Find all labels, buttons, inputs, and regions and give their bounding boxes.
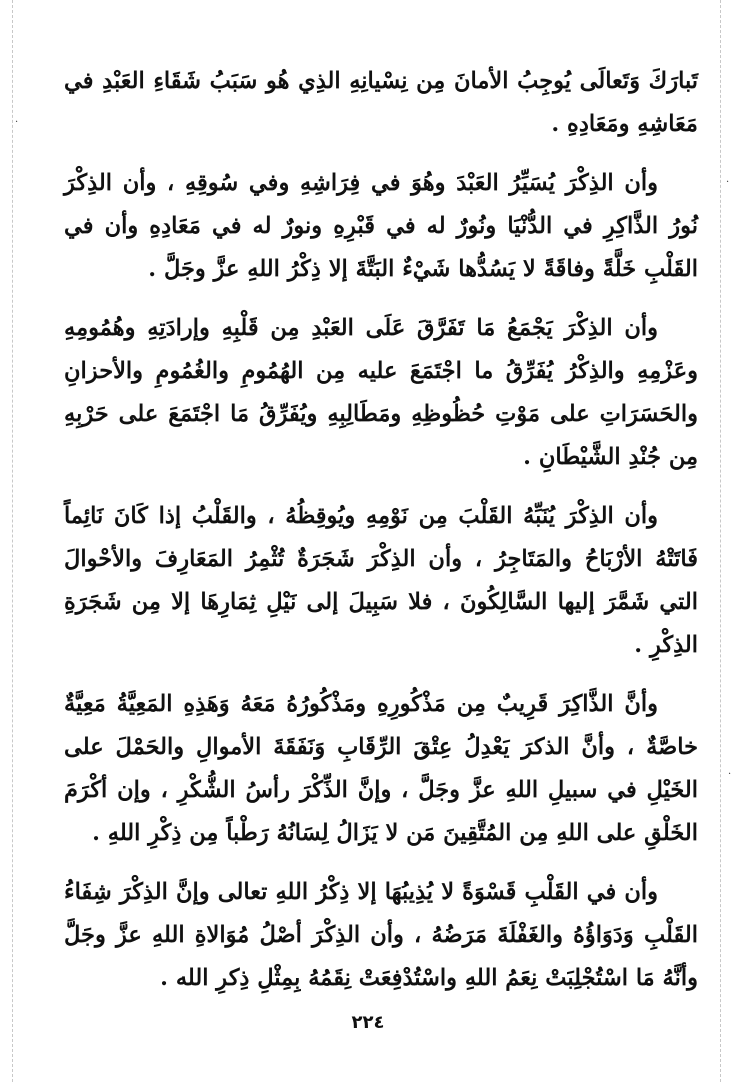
page-number: ٢٢٤ bbox=[351, 1012, 385, 1033]
paragraph-2: وأن الذِكْرَ يُسَيِّرُ العَبْدَ وهُوَ في فِرَاشِهِ وفي سُوقِهِ ، وأن الذِكْرَ نُورُ الذَّاكِرِ في الدُّنْيَا ونُورٌ له في قَبْرِهِ ونورٌ له في مَعَادِهِ وأن في القَلْبِ خَلَّةً وفاقَةً لا يَسُدُّها شَيْءٌ البَتَّةَ إلا ذِكْرُ اللهِ عزَّ وجَلَّ . bbox=[64, 170, 698, 282]
margin-dot: · bbox=[728, 769, 732, 780]
paragraph-4: وأن الذِكْرَ يُنَبِّهُ القَلْبَ مِن نَوْمِهِ ويُوقِظُهُ ، والقَلْبُ إذا كَانَ نَائِماً فَاتَتْهُ الأرْبَاحُ والمَتَاجِرُ ، وأن الذِكْرَ شَجَرَةٌ تُثْمِرُ المَعَارِفَ والأحْوالَ التي شَمَّرَ إليها السَّالِكُونَ ، فلا سَبِيلَ إلى نَيْلِ ثِمَارِهَا إلا مِن شَجَرَةِ الذِكْرِ . bbox=[64, 503, 698, 658]
right-scan-edge bbox=[720, 0, 721, 1082]
margin-dot: · bbox=[15, 117, 19, 128]
body-text bbox=[64, 60, 698, 1016]
left-scan-edge bbox=[12, 0, 13, 1082]
paragraph-1: تَبارَكَ وَتَعالَى يُوجِبُ الأمانَ مِن نِسْيانِهِ الذِي هُو سَبَبُ شَقَاءِ العَبْدِ في مَعَاشِهِ ومَعَادِهِ . bbox=[64, 68, 698, 137]
paragraph-3: وأن الذِكْرَ يَجْمَعُ مَا تَفَرَّقَ عَلَى العَبْدِ مِن قَلْبِهِ وإرادَتِهِ وهُمُومِهِ وعَزْمِهِ والذِكْرُ يُفَرِّقُ ما اجْتَمَعَ عليه مِن الهُمُومِ والغُمُومِ والأحزانِ والحَسَرَاتِ على مَوْتِ حُظُوظِهِ ومَطَالِبِهِ ويُفَرِّقُ مَا اجْتَمَعَ على حَرْبِهِ مِن جُنْدِ الشَّيْطَانِ . bbox=[64, 315, 698, 470]
paragraph-6: وأن في القَلْبِ قَسْوَةً لا يُذِيبُهَا إلا ذِكْرُ اللهِ تعالى وإنَّ الذِكْرَ شِفَاءُ القَلْبِ وَدَوَاؤُهُ والغَفْلَةَ مَرَضُهُ ، وأن الذِكْرَ أصْلُ مُوَالاةِ اللهِ عزَّ وجَلَّ وأنَّهُ مَا اسْتُجْلِبَتْ نِعَمُ اللهِ واسْتُدْفِعَتْ نِقَمُهُ بِمِثْلِ ذِكرِ الله . bbox=[64, 879, 698, 991]
margin-dot: · bbox=[726, 177, 730, 188]
paragraph-5: وأنَّ الذَّاكِرَ قَرِيبٌ مِن مَذْكُورِهِ ومَذْكُورُهُ مَعَهُ وَهَذِهِ المَعِيَّةُ مَعِيَّةٌ خاصَّةٌ ، وأنَّ الذكرَ يَعْدِلُ عِتْقَ الرِّقَابِ وَنَفَقَةَ الأموالِ والحَمْلَ على الخَيْلِ في سبيلِ اللهِ عزَّ وجَلَّ ، وإنَّ الذِّكْرَ رأسُ الشُّكْرِ ، وإن أكْرَمَ الخَلْقِ على اللهِ مِن المُتَّقِينَ مَن لا يَزَالُ لِسَانُهُ رَطْباً مِن ذِكْرِ اللهِ . bbox=[64, 691, 698, 846]
